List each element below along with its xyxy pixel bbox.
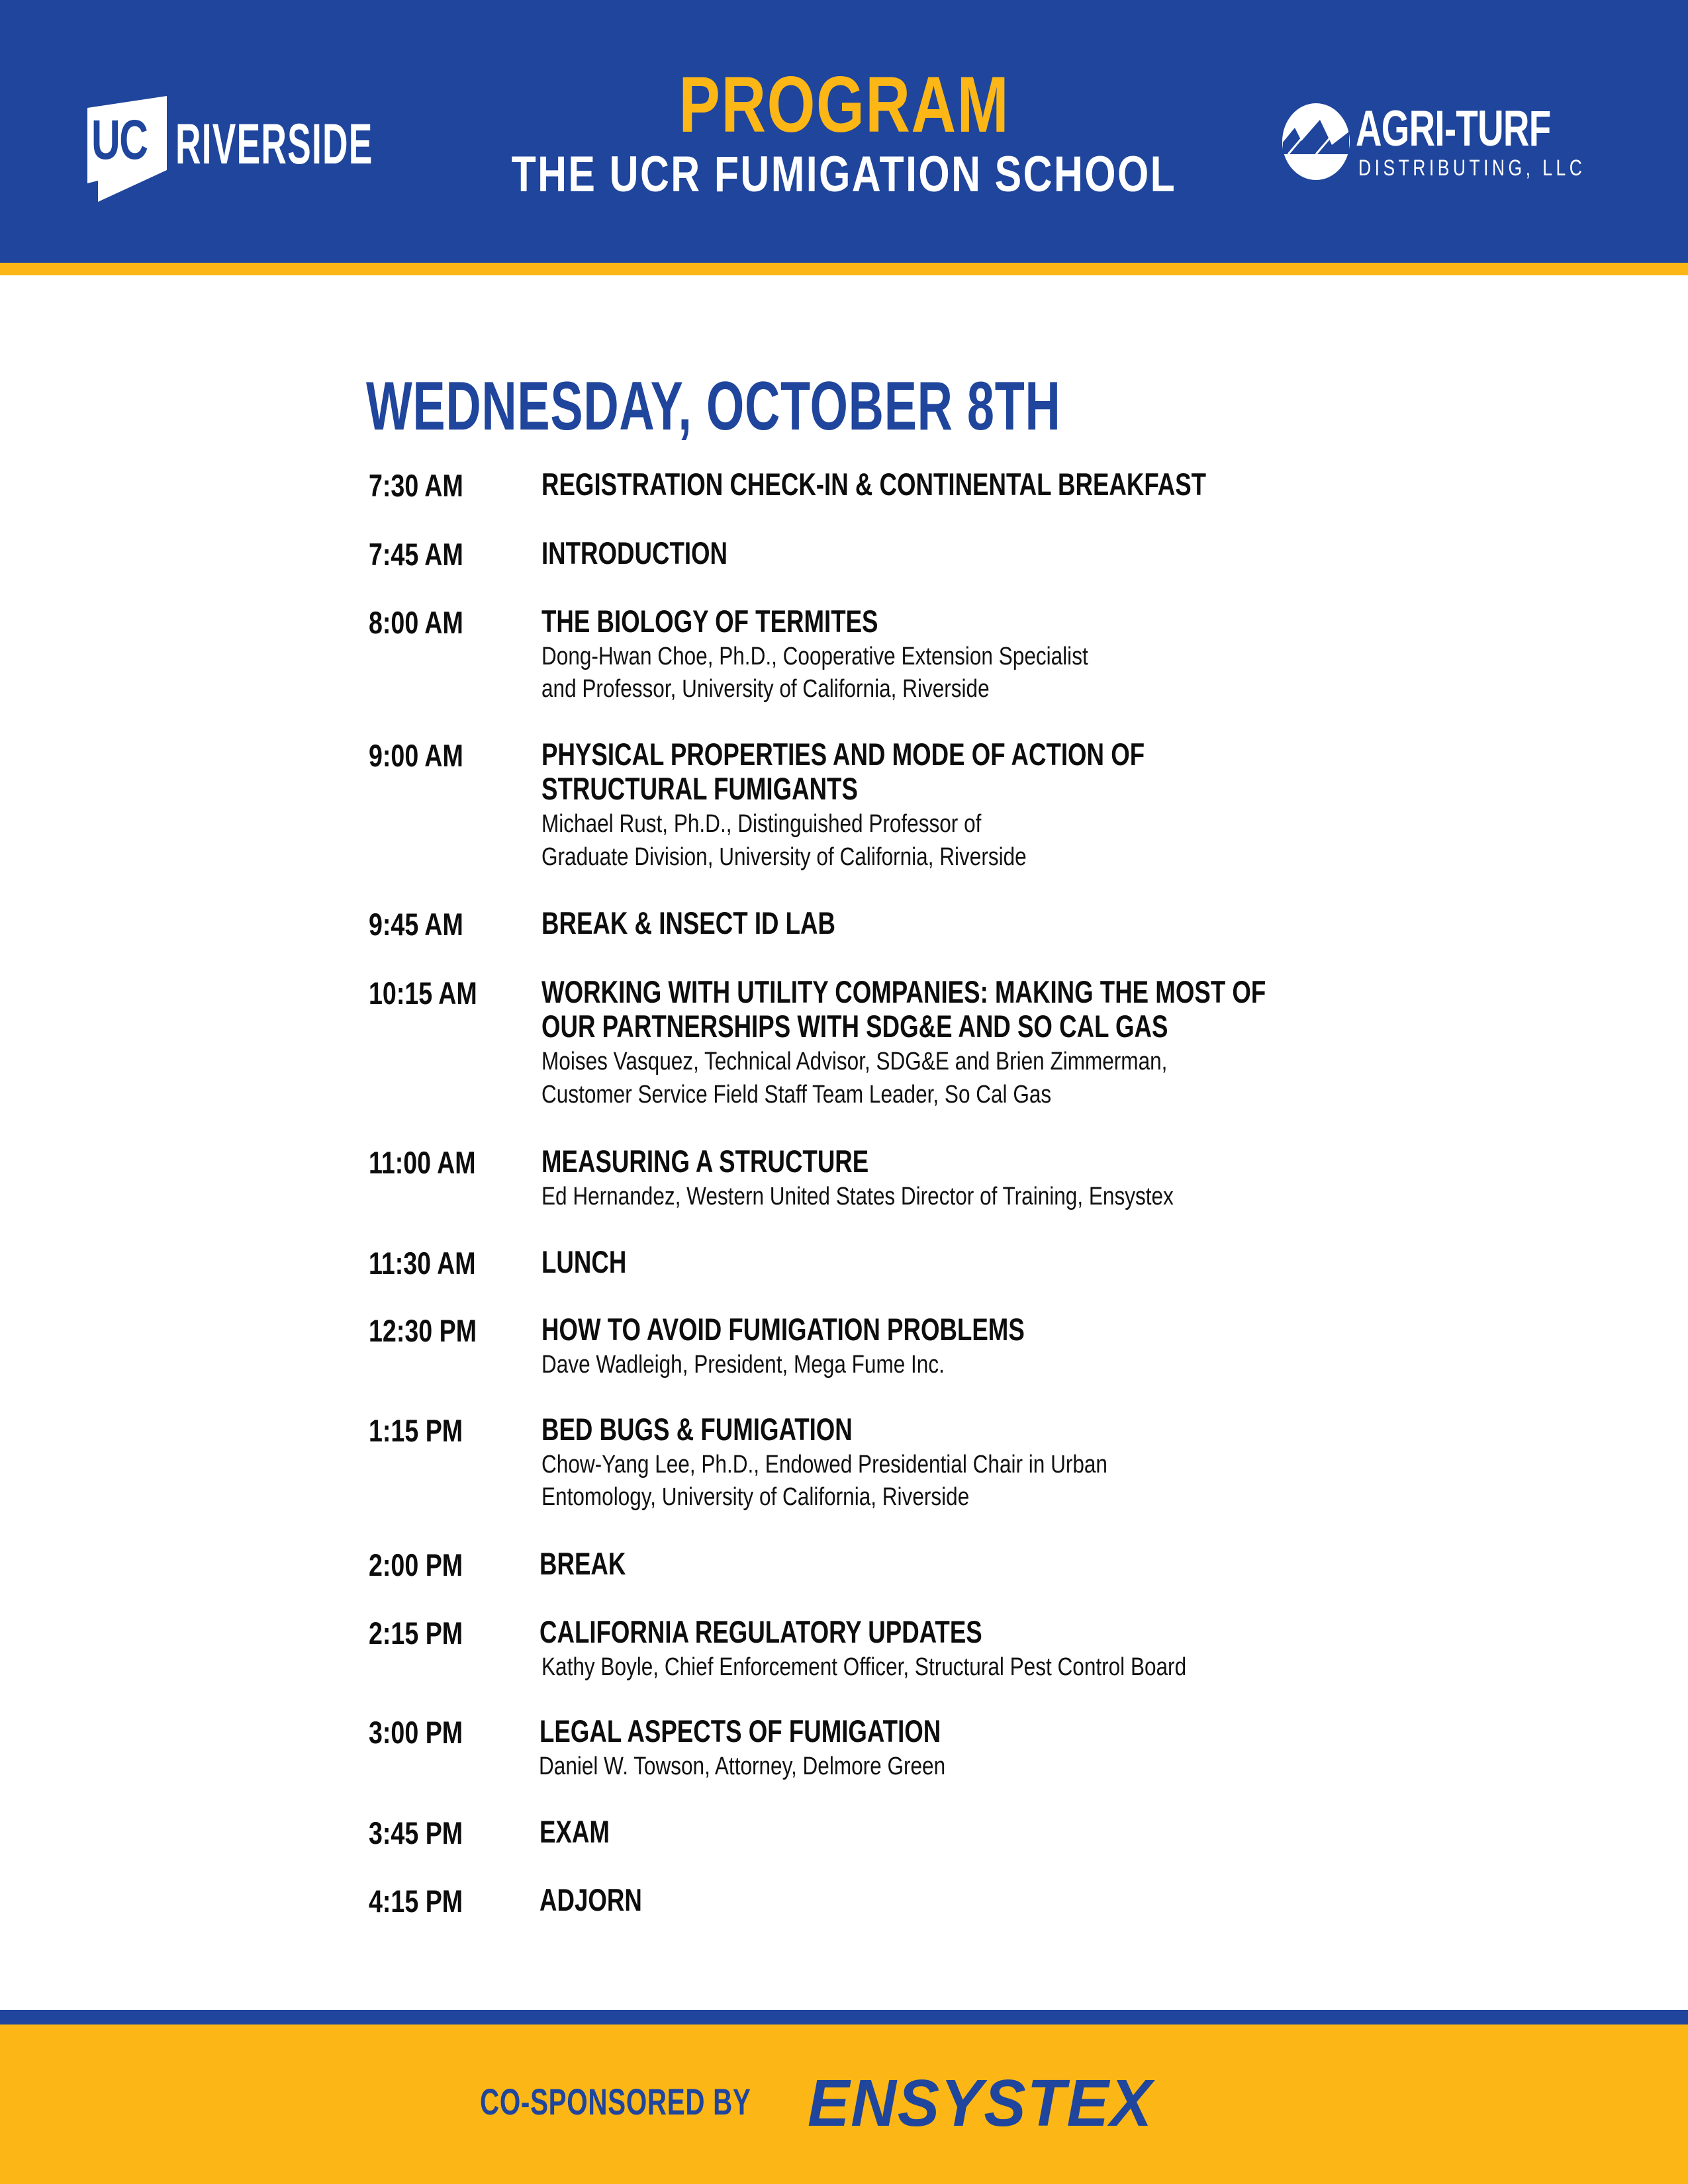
session-title: ADJORN bbox=[539, 1882, 642, 1917]
schedule-time: 11:30 AM bbox=[369, 1246, 476, 1281]
session-title: BREAK bbox=[539, 1546, 626, 1581]
speaker-line: and Professor, University of California, Riverside bbox=[541, 675, 990, 703]
session-title: PHYSICAL PROPERTIES AND MODE OF ACTION OF bbox=[541, 737, 1145, 772]
session-title: BED BUGS & FUMIGATION bbox=[541, 1412, 853, 1447]
session-title: OUR PARTNERSHIPS WITH SDG&E AND SO CAL GAS bbox=[541, 1009, 1168, 1044]
session-title: LUNCH bbox=[541, 1244, 627, 1279]
schedule-time: 8:00 AM bbox=[369, 605, 463, 640]
header-banner bbox=[0, 0, 1688, 263]
session-title: BREAK & INSECT ID LAB bbox=[541, 905, 836, 940]
agri-turf-tagline: DISTRIBUTING, LLC bbox=[1358, 156, 1586, 181]
speaker-line: Dong-Hwan Choe, Ph.D., Cooperative Extension Specialist bbox=[541, 643, 1088, 670]
ucr-wordmark: RIVERSIDE bbox=[175, 113, 373, 176]
speaker-line: Entomology, University of California, Riverside bbox=[541, 1483, 970, 1511]
session-title: MEASURING A STRUCTURE bbox=[541, 1144, 869, 1179]
schedule-time: 1:15 PM bbox=[369, 1413, 463, 1448]
speaker-line: Chow-Yang Lee, Ph.D., Endowed Presidential Chair in Urban bbox=[541, 1451, 1107, 1479]
schedule-time: 3:45 PM bbox=[369, 1815, 463, 1850]
session-title: CALIFORNIA REGULATORY UPDATES bbox=[539, 1614, 982, 1649]
session-title: REGISTRATION CHECK-IN & CONTINENTAL BREAKFAST bbox=[541, 467, 1207, 502]
session-title: LEGAL ASPECTS OF FUMIGATION bbox=[539, 1713, 941, 1749]
session-title: STRUCTURAL FUMIGANTS bbox=[541, 771, 858, 806]
session-title: INTRODUCTION bbox=[541, 535, 728, 570]
schedule-time: 9:00 AM bbox=[369, 738, 463, 773]
mountain-circle-icon bbox=[1282, 103, 1350, 181]
session-title: HOW TO AVOID FUMIGATION PROBLEMS bbox=[541, 1312, 1025, 1347]
schedule-time: 2:15 PM bbox=[369, 1615, 463, 1651]
schedule-time: 4:15 PM bbox=[369, 1884, 463, 1919]
ensystex-logo: ENSYSTEX bbox=[808, 2066, 1154, 2140]
schedule-time: 9:45 AM bbox=[369, 907, 463, 942]
speaker-line: Moises Vasquez, Technical Advisor, SDG&E and Brien Zimmerman, bbox=[541, 1048, 1168, 1075]
day-heading: WEDNESDAY, OCTOBER 8TH bbox=[366, 368, 1061, 445]
session-title: EXAM bbox=[539, 1814, 610, 1849]
footer-blue-stripe bbox=[0, 2010, 1688, 2025]
schedule-time: 7:30 AM bbox=[369, 468, 463, 503]
speaker-line: Michael Rust, Ph.D., Distinguished Professor of bbox=[541, 810, 982, 838]
schedule-time: 3:00 PM bbox=[369, 1715, 463, 1750]
session-title: THE BIOLOGY OF TERMITES bbox=[541, 604, 878, 639]
speaker-line: Customer Service Field Staff Team Leader, So Cal Gas bbox=[541, 1081, 1052, 1109]
speaker-line: Daniel W. Towson, Attorney, Delmore Green bbox=[539, 1752, 946, 1780]
ucr-monogram: UC bbox=[91, 109, 148, 171]
session-title: WORKING WITH UTILITY COMPANIES: MAKING THE MOST OF bbox=[541, 974, 1266, 1009]
schedule-time: 7:45 AM bbox=[369, 537, 463, 572]
agri-turf-name: AGRI-TURF bbox=[1356, 101, 1551, 157]
schedule-time: 11:00 AM bbox=[369, 1145, 476, 1180]
school-name: THE UCR FUMIGATION SCHOOL bbox=[511, 146, 1177, 203]
schedule-time: 10:15 AM bbox=[369, 976, 477, 1011]
speaker-line: Graduate Division, University of California, Riverside bbox=[541, 843, 1027, 871]
schedule-time: 2:00 PM bbox=[369, 1547, 463, 1582]
header-gold-stripe bbox=[0, 263, 1688, 275]
agri-turf-logo bbox=[1282, 103, 1599, 189]
cosponsor-label: CO-SPONSORED BY bbox=[480, 2081, 751, 2122]
speaker-line: Dave Wadleigh, President, Mega Fume Inc. bbox=[541, 1351, 945, 1379]
program-title: PROGRAM bbox=[679, 60, 1009, 149]
speaker-line: Kathy Boyle, Chief Enforcement Officer, Structural Pest Control Board bbox=[541, 1653, 1187, 1681]
speaker-line: Ed Hernandez, Western United States Director of Training, Ensystex bbox=[541, 1183, 1174, 1210]
schedule-time: 12:30 PM bbox=[369, 1313, 477, 1348]
